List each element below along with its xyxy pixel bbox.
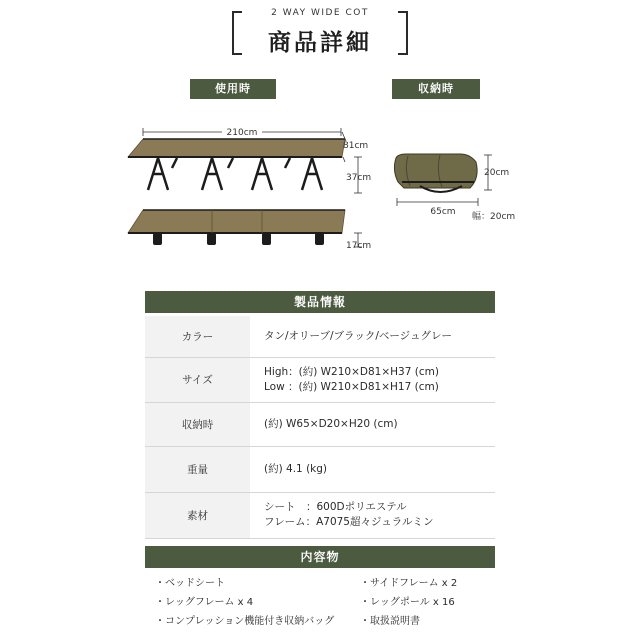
spec-key: サイズ [145,357,250,402]
height-low-label: 17cm [346,241,372,251]
spec-row-weight [145,446,495,492]
bag-width-label: 幅：20cm [472,212,516,222]
spec-value: フレーム：A7075超々ジュラルミン [264,516,434,528]
list-item: ・レッグポール x 16 [360,597,455,608]
depth-label: 81cm [343,141,369,151]
bag-length-label: 65cm [430,207,456,217]
list-item: ・サイドフレーム x 2 [360,578,458,589]
spec-value: (約) 4.1 (kg) [264,462,328,475]
bag-height-label: 20cm [484,168,510,178]
spec-value: (約) W65×D20×H20 (cm) [264,417,398,430]
list-item: ・ベッドシート [155,578,225,589]
storage-label: 収納時 [392,79,480,99]
product-diagram [0,0,640,290]
spec-value: High：(約) W210×D81×H37 (cm) [264,365,439,378]
spec-key: 重量 [145,446,250,492]
length-label: 210cm [226,128,258,138]
spec-row-storage [145,402,495,446]
height-high-label: 37cm [346,173,372,183]
spec-table [145,316,495,539]
spec-value: タン/オリーブ/ブラック/ベージュグレー [264,329,452,342]
spec-row-size [145,357,495,402]
spec-row-color [145,316,495,357]
spec-heading: 製品情報 [145,291,495,313]
spec-value: Low ：(約) W210×D81×H17 (cm) [264,380,439,393]
page-title: 商品詳細 [268,30,372,56]
list-item: ・取扱説明書 [360,616,420,627]
spec-key: カラー [145,316,250,357]
product-subtitle: 2 WAY WIDE COT [244,8,396,18]
spec-row-material [145,492,495,538]
list-item: ・コンプレッション機能付き収納バッグ [155,616,335,627]
cot-low-illustration [128,210,345,245]
cot-high-illustration [128,139,345,190]
spec-key: 素材 [145,492,250,538]
in-use-label: 使用時 [190,79,276,99]
spec-key: 収納時 [145,402,250,446]
list-item: ・レッグフレーム x 4 [155,597,254,608]
contents-heading: 内容物 [145,546,495,568]
storage-bag-illustration [394,154,477,192]
spec-value: シート ：600Dポリエステル [264,501,407,513]
